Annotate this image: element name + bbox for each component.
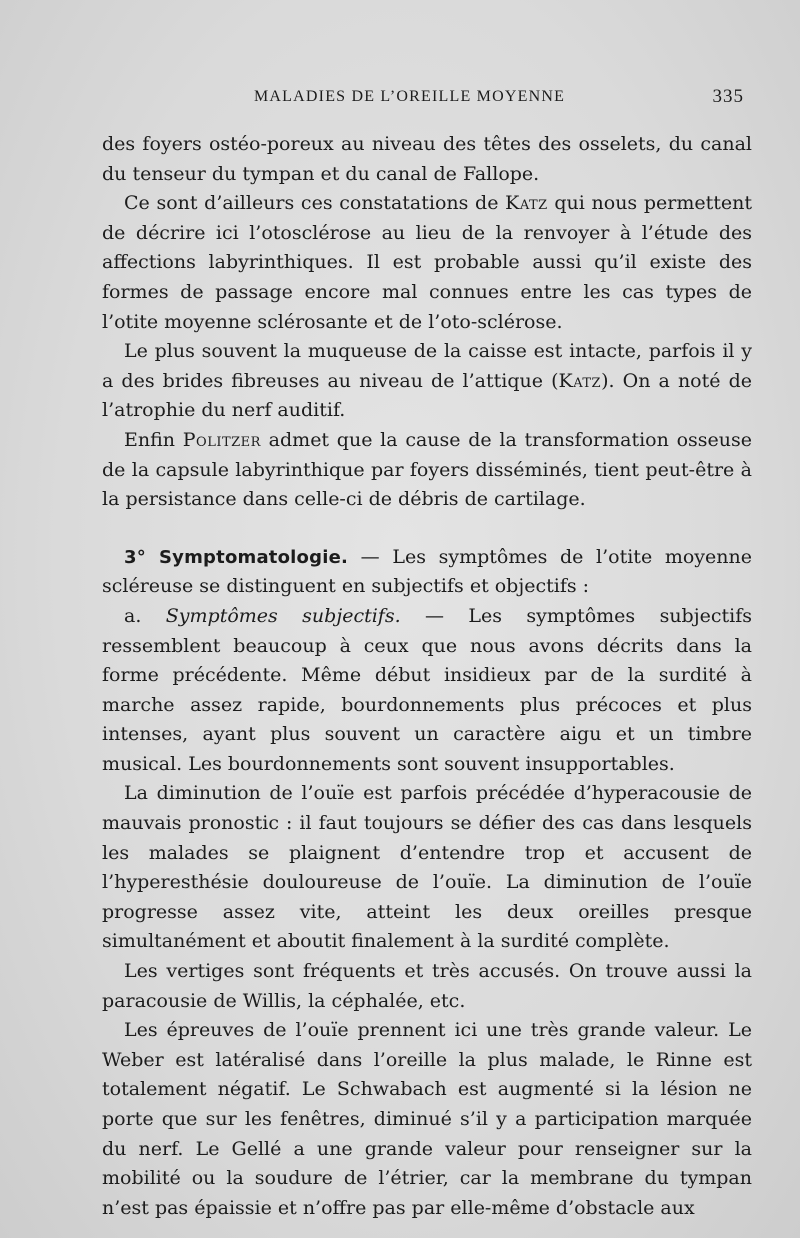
paragraph-symptomes-subjectifs: a. Symptômes subjectifs. — Les symptômes subjectifs ressemblent beaucoup à ceux que nous avons décrits dans la forme précédente. Même début insidieux par de la surdité à marche assez rapide, bourdonnements plus précoces et plus intenses, ayant plus souvent un caractère aigu et un timbre musical. Les bourdonnements sont souvent insupportables. — [102, 604, 752, 775]
author-name: Katz — [558, 369, 602, 392]
paragraph-symptomatologie: 3° Symptomatologie. — Les symptômes de l’otite moyenne scléreuse se distinguent en subjectifs et objectifs : — [102, 545, 752, 598]
paragraph-diminution-ouie: La diminution de l’ouïe est parfois précédée d’hyperacousie de mauvais pronostic : il faut toujours se défier des cas dans lesquels les malades se plaignent d’entendre trop et accusent de l’hyperesthésie douloureuse de l’ouïe. La diminution de l’ouïe progresse assez vite, atteint les deux oreilles presque simultanément et aboutit finalement à la surdité complète. — [102, 782, 752, 953]
page-header — [102, 82, 752, 122]
author-name: Katz — [505, 192, 548, 215]
paragraph-muqueuse: Le plus souvent la muqueuse de la caisse est intacte, parfois il y a des brides fibreuses au niveau de l’attique (Katz). On a noté de l’atrophie du nerf auditif. — [102, 340, 752, 422]
paragraph-epreuves: Les épreuves de l’ouïe prennent ici une très grande valeur. Le Weber est latéralisé dans l’oreille la plus malade, le Rinne est totalement négatif. Le Schwabach est augmenté si la lésion ne porte que sur les fenêtres, diminué s’il y a participation marquée du nerf. Le Gellé a une grande valeur pour renseigner sur la mobilité ou la soudure de l’étrier, car la membrane du tympan n’est pas épaissie et n’offre pas par elle-même d’obstacle aux — [102, 1019, 752, 1219]
page-number: 335 — [712, 86, 744, 107]
body-text — [102, 130, 752, 1223]
author-name: Politzer — [182, 428, 261, 451]
running-title: MALADIES DE L’OREILLE MOYENNE — [254, 88, 566, 105]
paragraph-continuation: des foyers ostéo-poreux au niveau des têtes des osselets, du canal du tenseur du tympan et du canal de Fallope. — [102, 133, 752, 185]
section-spacer — [102, 515, 752, 543]
subsection-heading: Symptômes subjectifs. — [165, 604, 401, 627]
paragraph-politzer: Enfin Politzer admet que la cause de la transformation osseuse de la capsule labyrinthique par foyers disséminés, tient peut-être à la persistance dans celle-ci de débris de cartilage. — [102, 428, 752, 511]
paragraph-vertiges: Les vertiges sont fréquents et très accusés. On trouve aussi la paracousie de Willis, la céphalée, etc. — [102, 960, 752, 1012]
paragraph-katz-observations: Ce sont d’ailleurs ces constatations de Katz qui nous permettent de décrire ici l’otosclérose au lieu de la renvoyer à l’étude des affections labyrinthiques. Il est probable aussi qu’il existe des formes de passage encore mal connues entre les cas types de l’otite moyenne sclérosante et de l’oto-sclérose. — [102, 192, 752, 333]
section-heading: 3° Symptomatologie. — [124, 546, 349, 568]
